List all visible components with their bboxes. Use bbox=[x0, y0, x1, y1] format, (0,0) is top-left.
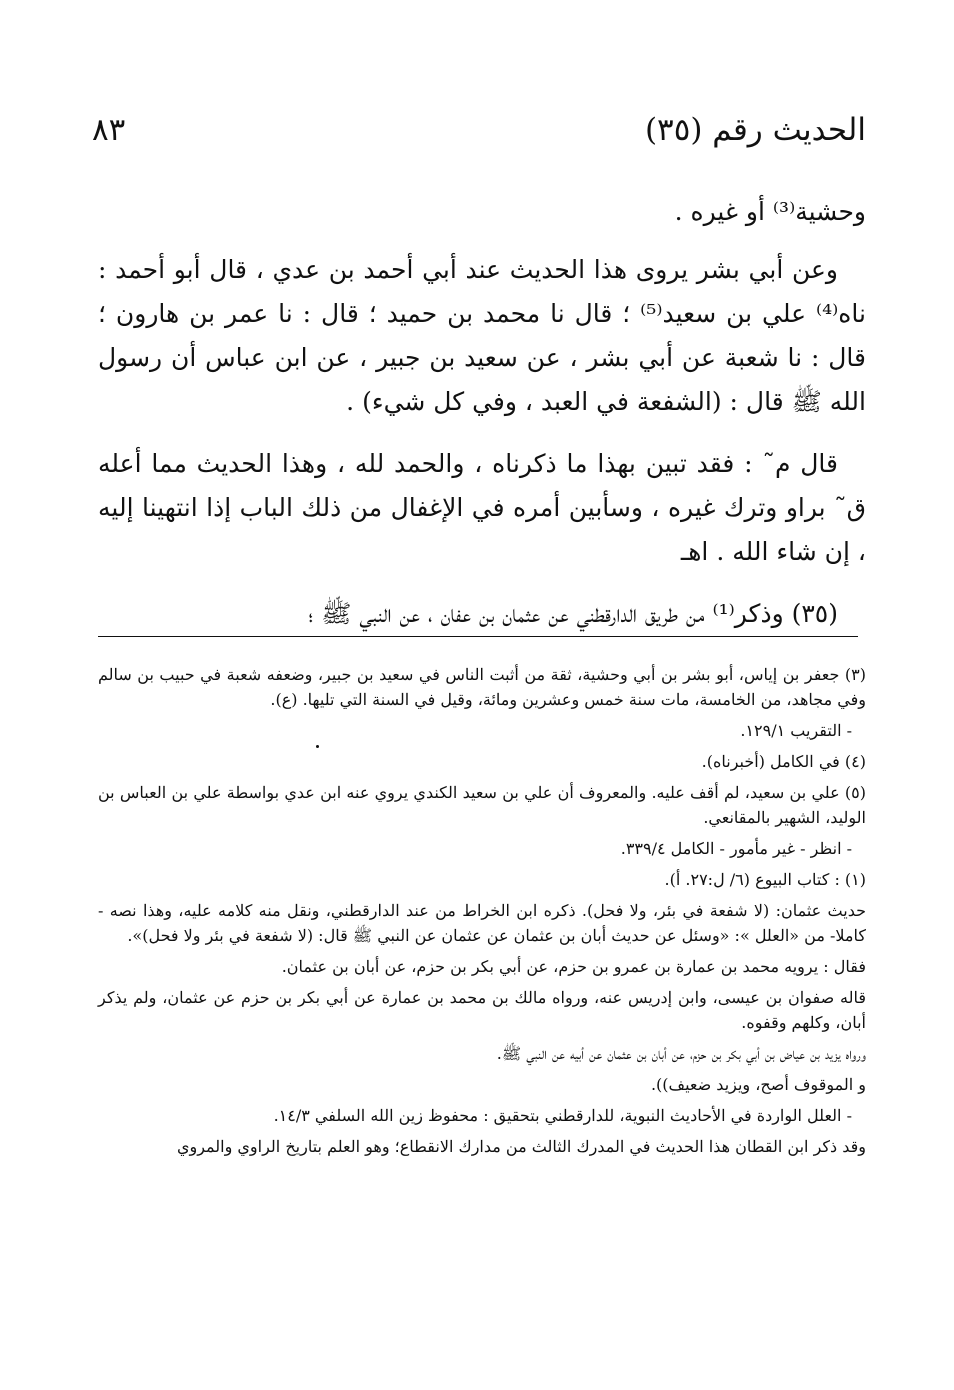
footnote-4: (٤) في الكامل (أخبرناه). bbox=[701, 752, 866, 771]
footnote-3: (٣) جعفر بن إياس، أبو بشر بن أبي وحشية، ثقة من أثبت الناس في سعيد بن جبير، وضعفه شعبة في حبيب بن سالم وفي مجاهد، من الخامسة، مات سنة خمس وعشرين ومائة، وقيل في السنة التي تليها. (ع). bbox=[98, 665, 866, 709]
footnote-5: (٥) علي بن سعيد، لم أقف عليه. والمعروف أن علي بن سعيد الكندي يروي عنه ابن عدي بواسطة علي بن العباس بن الوليد، الشهير بالمقانعي. bbox=[98, 783, 866, 827]
footnote-3-reference: - التقريب ١٢٩/١. bbox=[740, 721, 852, 740]
footnote-1-text-b: فقال : يرويه محمد بن عمارة بن عمرو بن حزم، عن أبي بكر بن حزم، عن أبان بن عثمان. bbox=[281, 957, 866, 976]
paragraph-hadith-35: (٣٥) وذكر⁽¹⁾ من طريق الدارقطني عن عثمان بن عفان ، عن النبي ﷺ ؛ bbox=[308, 599, 838, 628]
footnote-1-reference: - العلل الواردة في الأحاديث النبوية، للدارقطني بتحقيق : محفوظ زين الله السلفي ١٤/٣. bbox=[273, 1106, 852, 1125]
page-number: ٨٣ bbox=[92, 112, 126, 148]
paragraph-commentary: قال م˜ : فقد تبين بهذا ما ذكرناه ، والحمد لله ، وهذا الحديث مما أعله ق˜ براو وترك غيره ، وسأبين أمره في الإغفال من ذلك الباب إذا انتهينا إليه ، إن شاء الله . اهـ bbox=[98, 449, 866, 566]
footnote-1-text-a: حديث عثمان: (لا شفعة في بئر، ولا فحل). ذكره ابن الخراط من عند الدارقطني، ونقل منه كلامه عليه، وهذا نصه - كاملا- من «العلل »: «وسئل عن حديث أبان بن عثمان عن عثمان عن النبي ﷺ قال: (لا شفعة في بئر ولا فحل)». bbox=[98, 901, 866, 945]
main-text bbox=[98, 190, 866, 654]
paragraph-isnad: وعن أبي بشر يروى هذا الحديث عند أبي أحمد بن عدي ، قال أبو أحمد : ناه⁽⁴⁾ علي بن سعيد⁽⁵⁾ ؛ قال نا محمد بن حميد ؛ قال : نا عمر بن هارون ؛ قال : نا شعبة عن أبي بشر ، عن سعيد بن جبير ، عن ابن عباس أن رسول الله ﷺ قال : (الشفعة في العبد ، وفي كل شيء) . bbox=[98, 255, 866, 416]
footnote-1-text-c: قاله صفوان بن عيسى، وابن إدريس عنه، ورواه مالك بن محمد بن عمارة عن أبي بكر بن حزم عن عثمان، ولم يذكر أبان، وكلهم وقفوه. bbox=[98, 988, 866, 1032]
page-header-title: الحديث رقم (٣٥) bbox=[644, 112, 866, 148]
footnote-1-text-e: و الموقوف أصح، ويزيد ضعيف)). bbox=[650, 1075, 866, 1094]
paragraph-continuation: وحشية⁽³⁾ أو غيره . bbox=[674, 197, 866, 226]
footnotes bbox=[98, 662, 866, 1165]
footnote-1-text-f: وقد ذكر ابن القطان هذا الحديث في المدرك الثالث من مدارك الانقطاع؛ وهو العلم بتاريخ الراوي والمروي bbox=[176, 1137, 866, 1156]
footnote-1: (١) : كتاب البيوع (٦/ ل:٢٧. أ). bbox=[664, 870, 866, 889]
stray-dot-mark bbox=[316, 745, 319, 748]
footnote-5-reference: - انظر - غير مأمور - الكامل ٣٣٩/٤. bbox=[620, 839, 852, 858]
footnote-divider bbox=[98, 636, 858, 637]
footnote-1-text-d: ورواه يزيد بن عياض بن أبي بكر بن حزم، عن أبان بن عثمان عن أبيه عن النبي ﷺ. bbox=[496, 1044, 866, 1063]
